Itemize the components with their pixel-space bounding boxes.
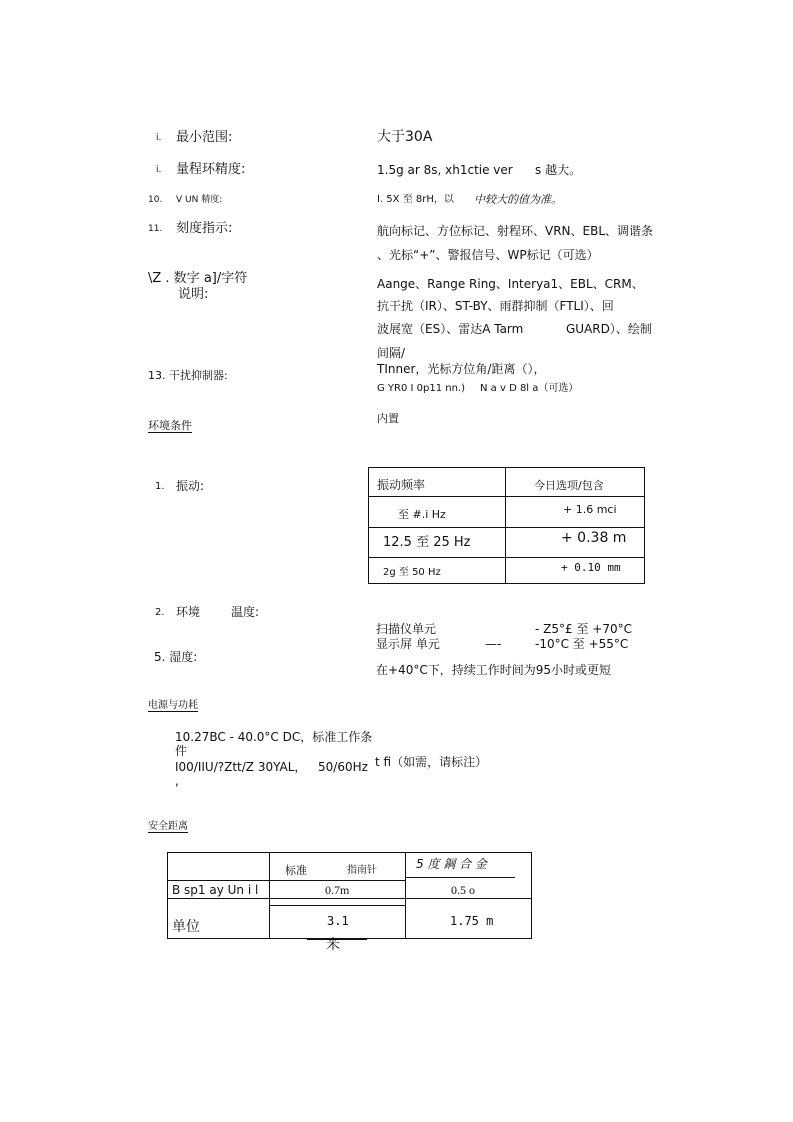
spec-value-digital-chars-3: 波展宽（ES）、雷达A Tarm <box>377 322 524 336</box>
spec-label-interference-rejector: 13. 干扰抑制器: <box>148 369 228 382</box>
vib-cell-freq: 至 #.i Hz <box>398 508 446 521</box>
temperature-label-b: 温度: <box>231 605 260 619</box>
table-divider <box>167 898 405 899</box>
table-divider <box>405 877 515 878</box>
power-line-1: 10.27BC - 40.0°C DC，标准工作条 <box>175 730 373 744</box>
table-divider <box>505 467 506 584</box>
spec-label-vun-accuracy: V UN 精度: <box>176 195 223 205</box>
power-line-3-frequency: 50/60Hz <box>318 760 368 774</box>
power-line-3: I00/IIU/?Ztt/Z 30YAL， <box>175 760 307 774</box>
table-divider <box>405 898 532 899</box>
table-divider <box>269 852 270 939</box>
vib-cell-amp: + 0.38 m <box>561 530 627 546</box>
spec-label-min-range: 最小范围: <box>176 130 233 145</box>
humidity-value: 在+40°C下，持续工作时间为95小时或更短 <box>376 663 611 677</box>
vib-cell-amp: + 0.10 mm <box>561 561 621 574</box>
vib-header-frequency: 振动频率 <box>377 478 426 492</box>
safety-row-label-display: B sp1 ay Un i l <box>172 883 259 897</box>
table-divider <box>167 880 405 881</box>
safety-value-steering-unit: 1.75 m <box>450 914 494 928</box>
spec-value-scale-indication-1: 航向标记、方位标记、射程环、VRN、EBL、调谐条 <box>377 224 654 238</box>
vibration-label: 振动: <box>176 479 205 493</box>
spec-value-min-range: 大于30A <box>377 129 433 145</box>
vib-cell-freq: 12.5 至 25 Hz <box>383 535 471 550</box>
spec-value-scale-indication-2: 、光标“+”、警报信号、WP标记（可选） <box>377 248 599 262</box>
scanner-unit-label: 扫描仪单元 <box>376 622 437 636</box>
safety-unit-meter: 米 <box>326 937 340 953</box>
display-unit-dash: —- <box>485 637 502 651</box>
vib-header-option: 今日选项/包含 <box>534 479 604 492</box>
safety-header-standard: 标准 <box>285 864 307 877</box>
spec-value-digital-chars-2: 抗干扰（IR）、ST-BY、雨群抑制（FTLI）、回 <box>377 299 614 313</box>
table-divider <box>368 557 645 558</box>
safety-header-compass: 指南针 <box>347 865 377 876</box>
spec-value-digital-chars-5: TInner，光标方位角/距离（）， <box>377 362 546 376</box>
table-divider <box>405 852 406 939</box>
scanner-unit-temp: - Z5°£ 至 +70°C <box>535 622 632 636</box>
spec-num: 11. <box>148 224 163 234</box>
safety-row-label-unit: 单位 <box>172 919 200 935</box>
spec-num: 10. <box>148 195 163 205</box>
safety-value-standard-display: 0.7m <box>325 883 350 897</box>
vib-cell-freq: 2g 至 50 Hz <box>383 567 441 578</box>
display-unit-temp: -10°C 至 +55°C <box>535 637 629 651</box>
safety-header-steering-compass: 5 度 鋼 合 金 <box>416 857 487 871</box>
item-num: 2. <box>155 607 165 618</box>
spec-num: i. <box>156 165 162 175</box>
display-unit-label: 显示屏 单元 <box>376 637 440 651</box>
spec-label-scale-indication: 刻度指示: <box>176 221 233 236</box>
vib-cell-amp: + 1.6 mci <box>563 503 617 516</box>
spec-value-interference-rejector: G YR0 I 0p11 nn.) <box>377 383 466 394</box>
power-line-4: , <box>175 774 179 788</box>
section-title-environment: 环境条件 <box>148 419 192 432</box>
spec-value-range-ring-accuracy: 1.5g ar 8s, xh1ctie ver <box>377 163 513 177</box>
table-divider <box>368 496 645 497</box>
spec-label-digital-chars-2: 说明: <box>178 287 209 302</box>
safety-value-standard-unit: 3.1 <box>327 914 349 928</box>
humidity-label: 5. 湿度: <box>154 650 198 664</box>
safety-value-steering-display: 0.5 o <box>451 883 475 897</box>
section-title-safety: 安全距离 <box>148 821 188 832</box>
spec-value-digital-chars-4: 间隔/ <box>377 346 406 360</box>
spec-value-vun-accuracy: I. 5X 至 8rH，以 <box>377 194 454 205</box>
section-title-power: 电源与功耗 <box>148 700 198 711</box>
builtin-note: 内置 <box>377 412 399 425</box>
table-divider <box>368 527 645 528</box>
spec-value-interference-rejector-2: N a v D 8l a（可选） <box>480 383 579 394</box>
spec-value-vun-accuracy-note: 中较大的值为准。 <box>474 193 562 206</box>
temperature-label-a: 环境 <box>176 605 201 619</box>
spec-label-range-ring-accuracy: 量程环精度: <box>176 162 246 177</box>
spec-value-digital-chars-1: Aange、Range Ring、Interya1、EBL、CRM、 <box>377 277 644 291</box>
table-divider <box>269 905 405 906</box>
spec-value-digital-chars-3b: GUARD）、绘制 <box>566 322 652 336</box>
power-line-3-note: t fi（如需，请标注） <box>375 755 488 769</box>
item-num: 1. <box>155 481 165 492</box>
spec-value-range-ring-accuracy-2: s 越大。 <box>535 163 582 177</box>
spec-label-digital-chars-1: \Z . 数字 a]/字符 <box>148 271 248 286</box>
spec-num: i. <box>156 133 162 143</box>
power-line-2: 件 <box>175 744 188 758</box>
